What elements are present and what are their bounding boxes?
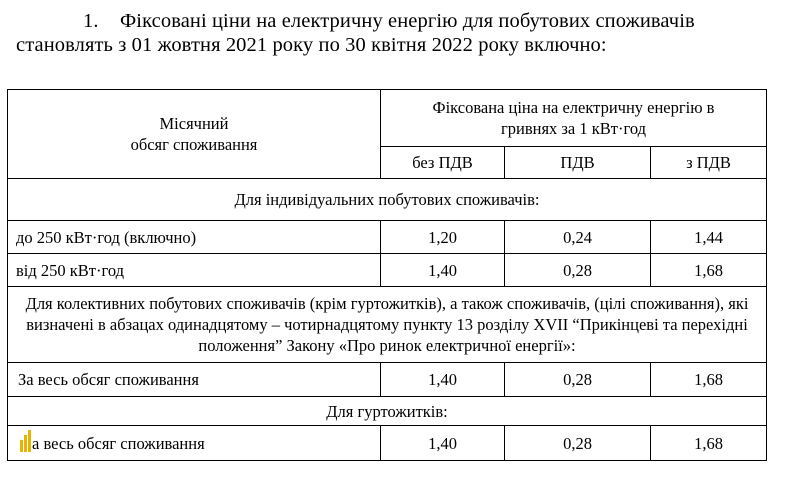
row-label-cell bbox=[8, 426, 381, 461]
item-number: 1. bbox=[83, 10, 99, 32]
header-volume-line-2: обсяг споживання bbox=[130, 135, 258, 154]
table-row bbox=[8, 426, 767, 461]
row-label: від 250 кВт·год bbox=[8, 254, 381, 287]
table-row bbox=[8, 221, 767, 254]
header-volume-line-1: Місячний bbox=[159, 114, 229, 133]
header-col-vat: ПДВ bbox=[505, 147, 651, 179]
row-label: до 250 кВт·год (включно) bbox=[8, 221, 381, 254]
table-row bbox=[8, 363, 767, 397]
cell-without-vat: 1,20 bbox=[381, 221, 505, 254]
header-col-with-vat: з ПДВ bbox=[651, 147, 767, 179]
intro-line-1-text: Фіксовані ціни на електричну енергію для побутових споживачів bbox=[120, 10, 695, 32]
cell-with-vat: 1,68 bbox=[651, 254, 767, 287]
cell-with-vat: 1,44 bbox=[651, 221, 767, 254]
cell-with-vat: 1,68 bbox=[651, 363, 767, 397]
cell-vat: 0,28 bbox=[505, 254, 651, 287]
table-row bbox=[8, 254, 767, 287]
cell-without-vat: 1,40 bbox=[381, 426, 505, 461]
intro-paragraph bbox=[16, 9, 786, 57]
intro-line-1 bbox=[16, 9, 786, 33]
intro-line-2: становлять з 01 жовтня 2021 року по 30 квітня 2022 року включно: bbox=[16, 34, 607, 56]
header-monthly-volume bbox=[8, 90, 381, 179]
section-collective-consumers: Для колективних побутових споживачів (крім гуртожитків), а також споживачів, (цілі споживання), які визначені в абзацах одинадцятому – чотирнадцятому пункту 13 розділу XVII “Прикінцеві та перехідні положення” Закону «Про ринок електричної енергії»: bbox=[8, 287, 767, 363]
section-dormitories: Для гуртожитків: bbox=[8, 397, 767, 426]
header-fixed-price: Фіксована ціна на електричну енергію в гривнях за 1 кВт·год bbox=[381, 90, 767, 147]
cell-with-vat: 1,68 bbox=[651, 426, 767, 461]
logo-icon bbox=[20, 430, 30, 452]
row-label: За весь обсяг споживання bbox=[8, 363, 381, 397]
cell-vat: 0,28 bbox=[505, 426, 651, 461]
cell-without-vat: 1,40 bbox=[381, 254, 505, 287]
section-individual-consumers: Для індивідуальних побутових споживачів: bbox=[8, 179, 767, 221]
row-label: а весь обсяг споживання bbox=[32, 433, 205, 453]
cell-vat: 0,24 bbox=[505, 221, 651, 254]
cell-vat: 0,28 bbox=[505, 363, 651, 397]
header-col-without-vat: без ПДВ bbox=[381, 147, 505, 179]
tariff-table bbox=[7, 89, 767, 461]
cell-without-vat: 1,40 bbox=[381, 363, 505, 397]
